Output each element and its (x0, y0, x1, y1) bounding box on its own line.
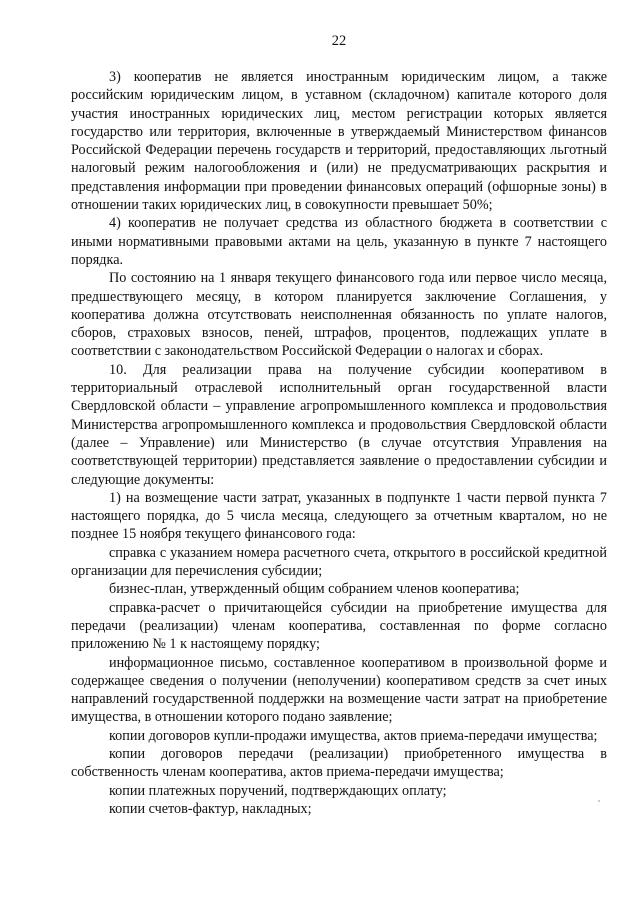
list-item-transfer-contracts: копии договоров передачи (реализации) приобретенного имущества в собственность членам кооператива, актов приема-передачи имущества; (71, 745, 607, 781)
list-item-subsidy-calculation: справка-расчет о причитающейся субсидии на приобретение имущества для передачи (реализации) членам кооператива, составленная по форме согласно приложению № 1 к настоящему порядку; (71, 599, 607, 653)
document-body (71, 68, 607, 818)
scan-speck (598, 800, 600, 802)
list-item-payment-orders: копии платежных поручений, подтверждающих оплату; (109, 782, 447, 799)
paragraph-tax-debt-condition: По состоянию на 1 января текущего финансового года или первое число месяца, предшествующего месяцу, в котором планируется заключение Соглашения, у кооператива должна отсутствовать неисполненная обязанность по уплате налогов, сборов, страховых взносов, пеней, штрафов, процентов, подлежащих уплате в соответствии с законодательством Российской Федерации о налогах и сборах. (71, 270, 607, 360)
list-item-bank-account-certificate: справка с указанием номера расчетного счета, открытого в российской кредитной организации для перечисления субсидии; (71, 544, 607, 580)
list-item-business-plan: бизнес-план, утвержденный общим собранием членов кооператива; (109, 581, 520, 598)
paragraph-10-application: 10. Для реализации права на получение субсидии кооперативом в территориальный отраслевой исполнительный орган государственной власти Свердловской области – управление агропромышленного комплекса и продовольствия Министерства агропромышленного комплекса и продовольствия Свердловской области (далее – Управление) или Министерство (в случае отсутствия Управления на соответствующей территории) представляется заявление о предоставлении субсидии и следующие документы: (71, 361, 607, 488)
list-item-information-letter: информационное письмо, составленное кооперативом в произвольной форме и содержащее сведения о получении (неполучении) кооперативом средств за счет иных направлений государственной поддержки на возмещение части затрат на приобретение имущества, в отношении которого подано заявление; (71, 654, 607, 726)
paragraph-10-1-cost-reimbursement: 1) на возмещение части затрат, указанных в подпункте 1 части первой пункта 7 настоящего порядка, до 5 числа месяца, следующего за отчетным кварталом, но не позднее 15 ноября текущего финансового года: (71, 489, 607, 543)
list-item-purchase-contracts: копии договоров купли-продажи имущества, актов приема-передачи имущества; (109, 727, 598, 744)
paragraph-item-4-budget-funds: 4) кооператив не получает средства из областного бюджета в соответствии с иными нормативными правовыми актами на цель, указанную в пункте 7 настоящего порядка. (71, 215, 607, 268)
page-number: 22 (331, 33, 347, 49)
list-item-invoices: копии счетов-фактур, накладных; (109, 800, 312, 817)
paragraph-item-3-foreign-entity: 3) кооператив не является иностранным юридическим лицом, а также российским юридическим лицом, в уставном (складочном) капитале которого доля участия иностранных юридических лиц, местом регистрации которых является государство или территория, включенные в утверждаемый Министерством финансов Российской Федерации перечень государств и территорий, предоставляющих льготный налоговый режим налогообложения и (или) не предусматривающих раскрытия и представления информации при проведении финансовых операций (офшорные зоны) в отношении таких юридических лиц, в совокупности превышает 50%; (71, 69, 607, 214)
